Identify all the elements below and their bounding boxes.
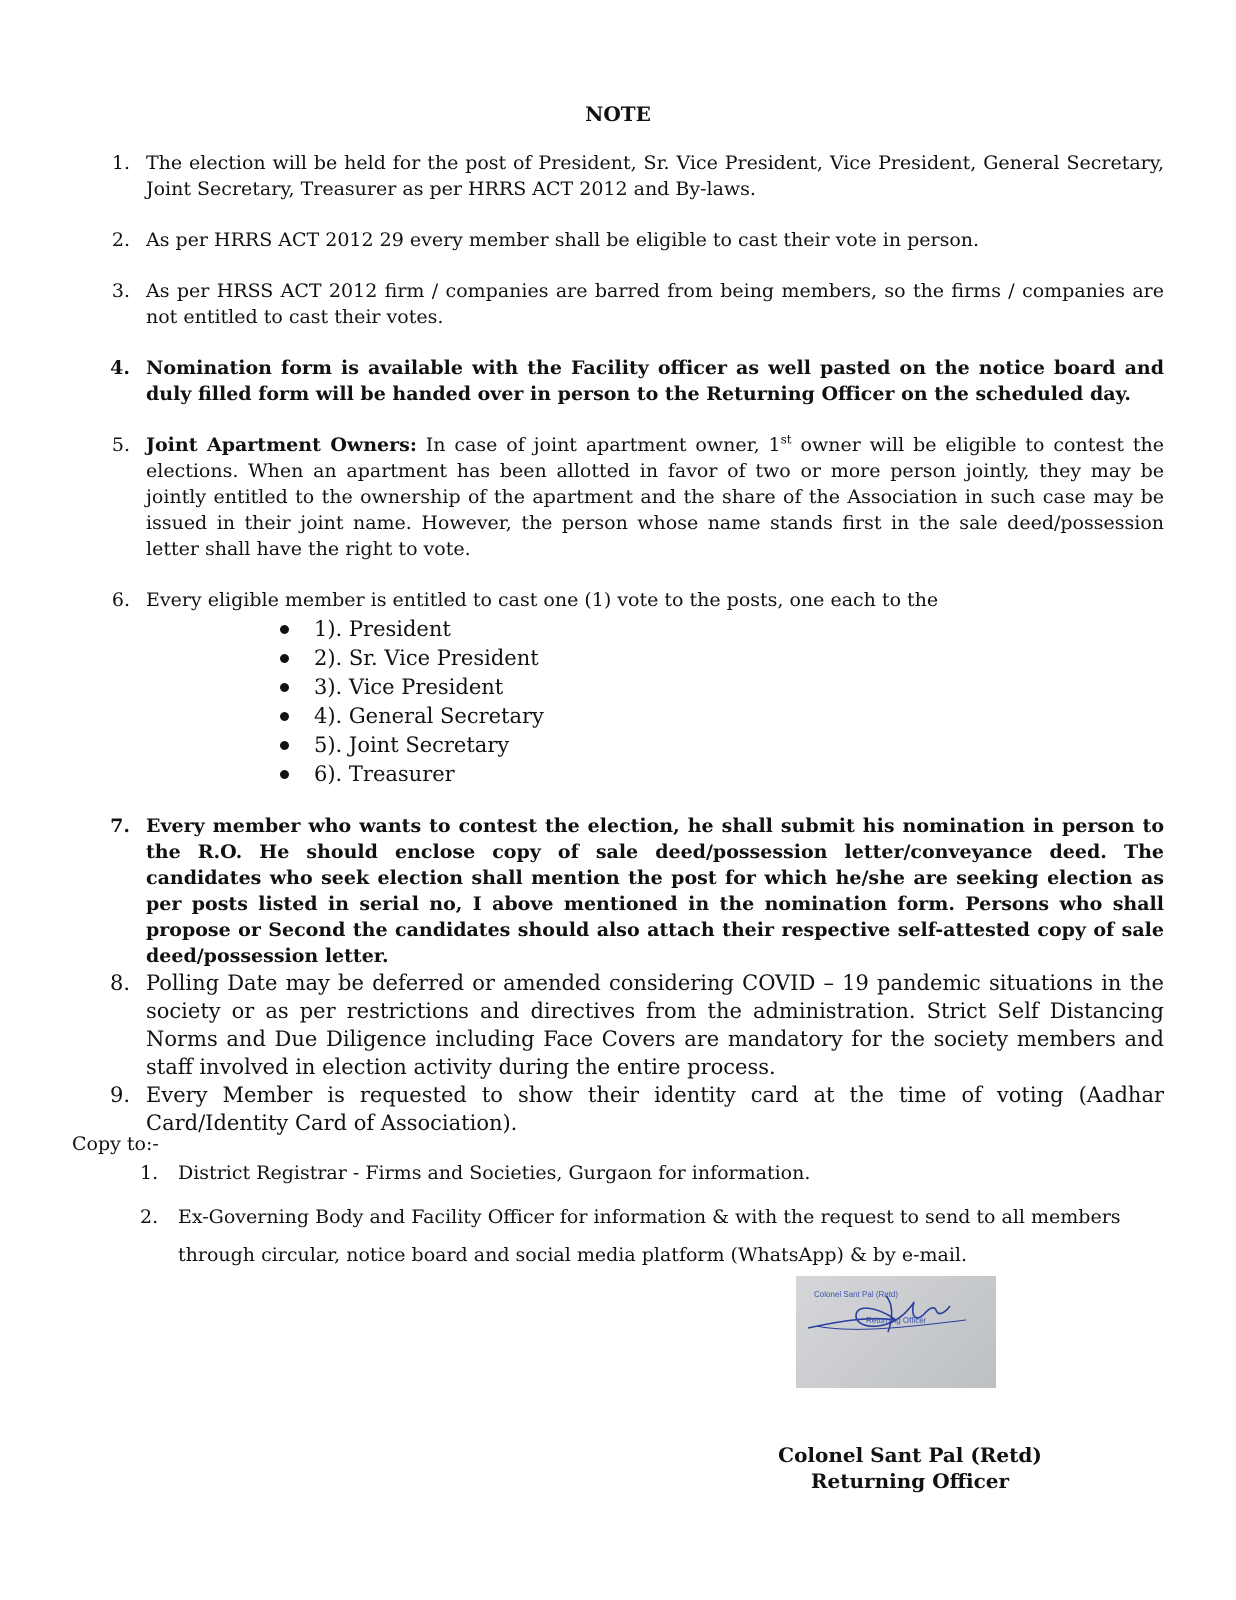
note-number: 9.	[109, 1083, 130, 1107]
signature-stamp-image	[796, 1276, 996, 1388]
bullet-icon	[280, 770, 289, 779]
note-item	[100, 150, 1164, 202]
bullet-icon	[280, 625, 289, 634]
note-number: 7.	[110, 815, 130, 837]
note-text	[146, 432, 1164, 562]
copy-to-number: 2.	[140, 1206, 159, 1228]
note-item	[100, 1081, 1164, 1137]
note-item	[100, 227, 1164, 253]
note-number: 2.	[111, 229, 130, 251]
note-item	[100, 278, 1164, 330]
bullet-icon	[280, 712, 289, 721]
post-label: 6). Treasurer	[314, 762, 455, 786]
page-title: NOTE	[585, 102, 651, 126]
signatory-block	[760, 1442, 1060, 1494]
note-text: As per HRSS ACT 2012 firm / companies are barred from being members, so the firms / companies are not entitled to cast their votes.	[146, 280, 1164, 328]
copy-to-label: Copy to:-	[72, 1133, 159, 1155]
note-item	[100, 813, 1164, 969]
posts-list	[280, 615, 1164, 789]
post-item	[280, 644, 1164, 673]
post-label: 1). President	[314, 617, 451, 641]
bullet-icon	[280, 654, 289, 663]
bullet-icon	[280, 741, 289, 750]
note-text: Every Member is requested to show their identity card at the time of voting (Aadhar Card/Identity Card of Association).	[146, 1083, 1164, 1135]
post-label: 3). Vice President	[314, 675, 504, 699]
note-text: As per HRRS ACT 2012 29 every member shall be eligible to cast their vote in person.	[146, 229, 980, 251]
post-label: 5). Joint Secretary	[314, 733, 510, 757]
note-number: 8.	[109, 971, 130, 995]
note-superscript: st	[780, 432, 792, 447]
signature-icon	[796, 1276, 996, 1388]
note-lead: Joint Apartment Owners:	[146, 434, 417, 456]
copy-to-text: Ex-Governing Body and Facility Officer for information & with the request to send to all members through circular, notice board and social media platform (WhatsApp) & by e-mail.	[178, 1206, 1121, 1266]
note-number: 6.	[111, 589, 130, 611]
note-text: Every eligible member is entitled to cast one (1) vote to the posts, one each to the	[146, 589, 939, 611]
note-text: Polling Date may be deferred or amended considering COVID – 19 pandemic situations in the society or as per restrictions and directives from the administration. Strict Self Distancing Norms and Due Diligence including Face Covers are mandatory for the society members and staff involved in election activity during the entire process.	[146, 971, 1164, 1079]
post-item	[280, 702, 1164, 731]
note-item	[100, 355, 1164, 407]
copy-to-item	[140, 1198, 1164, 1274]
note-text: Nomination form is available with the Facility officer as well pasted on the notice board and duly filled form will be handed over in person to the Returning Officer on the scheduled day.	[146, 357, 1164, 405]
note-number: 5.	[111, 434, 130, 456]
stamp-text: Returning Officer	[866, 1316, 927, 1325]
signatory-name: Colonel Sant Pal (Retd)	[778, 1443, 1042, 1467]
note-number: 4.	[110, 357, 130, 379]
post-item	[280, 760, 1164, 789]
stamp-text: Colonel Sant Pal (Retd)	[814, 1290, 899, 1299]
note-item	[100, 432, 1164, 562]
post-item	[280, 615, 1164, 644]
note-text-part: In case of joint apartment owner, 1	[416, 434, 781, 456]
post-item	[280, 731, 1164, 760]
post-label: 4). General Secretary	[314, 704, 544, 728]
note-number: 3.	[111, 280, 130, 302]
copy-to-number: 1.	[140, 1162, 159, 1184]
copy-to-item	[140, 1160, 1164, 1186]
signatory-role: Returning Officer	[810, 1469, 1010, 1493]
copy-to-list	[140, 1160, 1164, 1274]
note-text: Every member who wants to contest the election, he shall submit his nomination in person to the R.O. He should enclose copy of sale deed/possession letter/conveyance deed. The candidates who seek election shall mention the post for which he/she are seeking election as per posts listed in serial no, I above mentioned in the nomination form. Persons who shall propose or Second the candidates should also attach their respective self-attested copy of sale deed/possession letter.	[146, 815, 1164, 967]
note-text-part: owner will be eligible to contest the elections. When an apartment has been allotted in favor of two or more person jointly, they may be jointly entitled to the ownership of the apartment and the share of the Association in such case may be issued in their joint name. However, the person whose name stands first in the sale deed/possession letter shall have the right to vote.	[146, 434, 1164, 560]
copy-to-text: District Registrar - Firms and Societies, Gurgaon for information.	[178, 1162, 811, 1184]
notes-list	[100, 150, 1164, 1137]
note-item	[100, 587, 1164, 613]
post-label: 2). Sr. Vice President	[314, 646, 539, 670]
note-item	[100, 969, 1164, 1081]
note-number: 1.	[111, 152, 130, 174]
note-text: The election will be held for the post of President, Sr. Vice President, Vice President, General Secretary, Joint Secretary, Treasurer as per HRRS ACT 2012 and By-laws.	[146, 152, 1164, 200]
post-item	[280, 673, 1164, 702]
bullet-icon	[280, 683, 289, 692]
